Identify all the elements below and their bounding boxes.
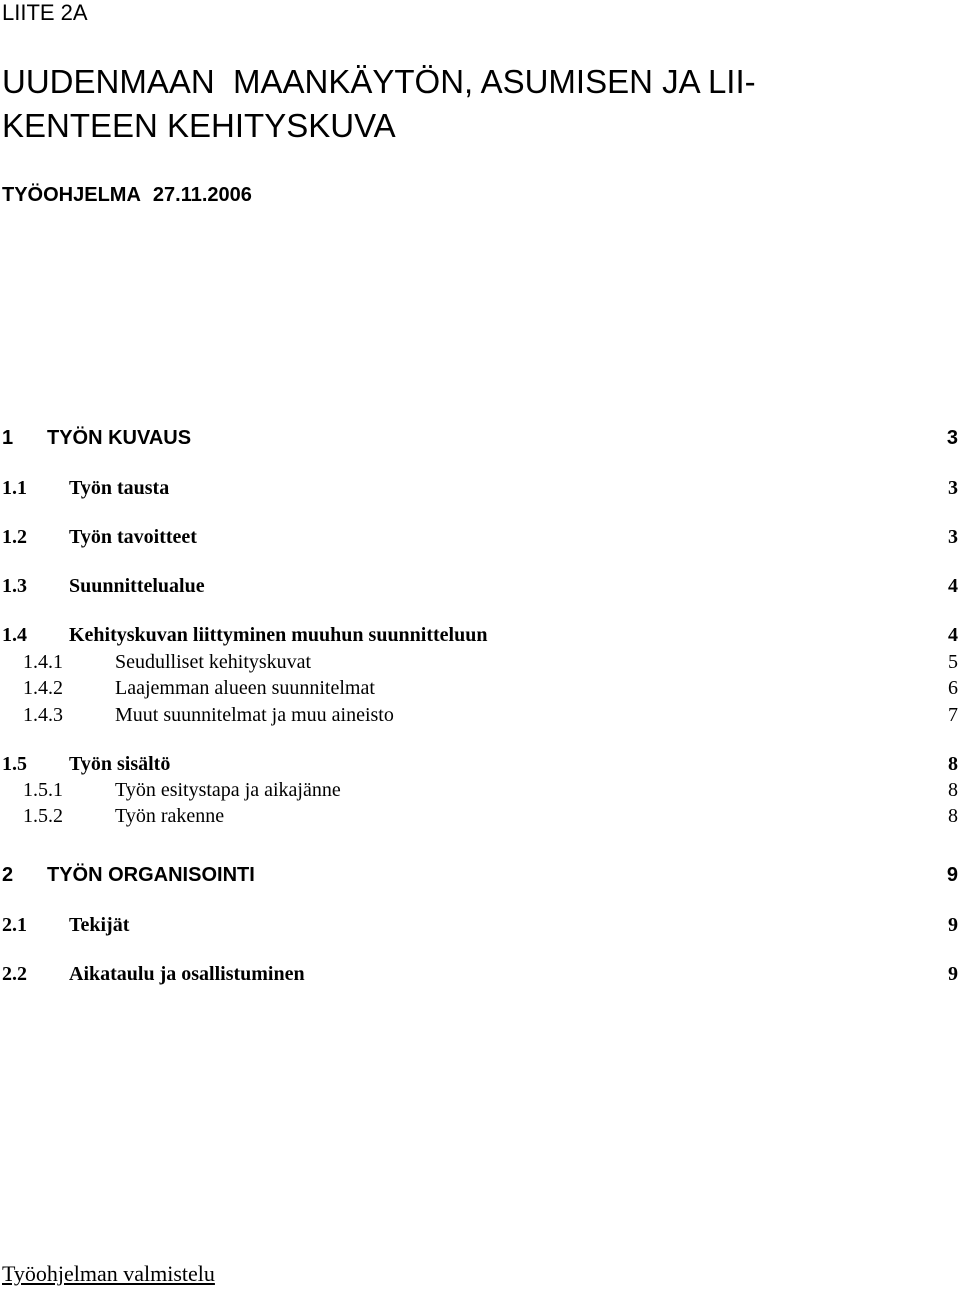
toc-page-number: 7 [948, 704, 958, 726]
toc-title: Työn esitystapa ja aikajänne [115, 779, 341, 801]
toc-title: TYÖN ORGANISOINTI [47, 864, 255, 886]
toc-entry-1-2[interactable] [0, 525, 960, 549]
toc-entry-1[interactable] [0, 426, 960, 450]
toc-title: Kehityskuvan liittyminen muuhun suunnitteluun [69, 624, 488, 646]
toc-number: 1.4.1 [23, 651, 63, 673]
toc-number: 1.1 [2, 477, 27, 499]
toc-page-number: 3 [946, 427, 958, 449]
toc-entry-1-5-2[interactable] [0, 804, 960, 828]
toc-entry-2[interactable] [0, 863, 960, 887]
toc-title: Laajemman alueen suunnitelmat [115, 677, 375, 699]
toc-title: Suunnittelualue [69, 575, 205, 597]
toc-entry-1-3[interactable] [0, 574, 960, 598]
toc-title: Työn rakenne [115, 805, 225, 827]
toc-number: 1.5.1 [23, 779, 63, 801]
program-date: 27.11.2006 [152, 184, 252, 206]
toc-title: Muut suunnitelmat ja muu aineisto [115, 704, 394, 726]
toc-entry-1-4[interactable] [0, 623, 960, 647]
appendix-label: LIITE 2A [2, 0, 88, 25]
toc-title: TYÖN KUVAUS [47, 427, 192, 449]
toc-entry-1-5-1[interactable] [0, 778, 960, 802]
toc-page-number: 9 [946, 864, 958, 886]
toc-number: 1.4.2 [23, 677, 63, 699]
toc-page-number: 8 [948, 753, 958, 775]
toc-number: 1.4.3 [23, 704, 63, 726]
toc-title: Tekijät [69, 914, 130, 936]
toc-number: 1.5.2 [23, 805, 63, 827]
toc-number: 2.2 [2, 963, 27, 985]
title-line-1: UUDENMAAN MAANKÄYTÖN, ASUMISEN JA LII- [2, 63, 756, 100]
toc-entry-1-1[interactable] [0, 476, 960, 500]
document-title [2, 60, 756, 148]
toc-number: 1.5 [2, 753, 27, 775]
title-line-2: KENTEEN KEHITYSKUVA [2, 107, 396, 144]
toc-page-number: 4 [948, 624, 958, 646]
toc-number: 2.1 [2, 914, 27, 936]
toc-entry-2-2[interactable] [0, 962, 960, 986]
toc-number: 1 [2, 427, 14, 449]
toc-page-number: 9 [948, 963, 958, 985]
toc-page-number: 6 [948, 677, 958, 699]
toc-entry-1-4-3[interactable] [0, 703, 960, 727]
toc-page-number: 4 [948, 575, 958, 597]
toc-page-number: 8 [948, 779, 958, 801]
toc-entry-1-4-2[interactable] [0, 676, 960, 700]
section-heading-program-preparation: Työohjelman valmistelu [2, 1261, 215, 1286]
toc-page-number: 9 [948, 914, 958, 936]
toc-entry-1-5[interactable] [0, 752, 960, 776]
toc-entry-2-1[interactable] [0, 913, 960, 937]
toc-title: Työn tavoitteet [69, 526, 197, 548]
toc-number: 1.3 [2, 575, 27, 597]
toc-title: Seudulliset kehityskuvat [115, 651, 312, 673]
toc-title: Työn tausta [69, 477, 170, 499]
toc-entry-1-4-1[interactable] [0, 650, 960, 674]
toc-number: 2 [2, 864, 14, 886]
toc-page-number: 8 [948, 805, 958, 827]
toc-title: Työn sisältö [69, 753, 171, 775]
program-label: TYÖOHJELMA [2, 184, 141, 206]
program-subtitle [2, 183, 252, 207]
toc-page-number: 5 [948, 651, 958, 673]
toc-title: Aikataulu ja osallistuminen [69, 963, 305, 985]
toc-page-number: 3 [948, 477, 958, 499]
toc-number: 1.2 [2, 526, 27, 548]
toc-number: 1.4 [2, 624, 27, 646]
toc-page-number: 3 [948, 526, 958, 548]
